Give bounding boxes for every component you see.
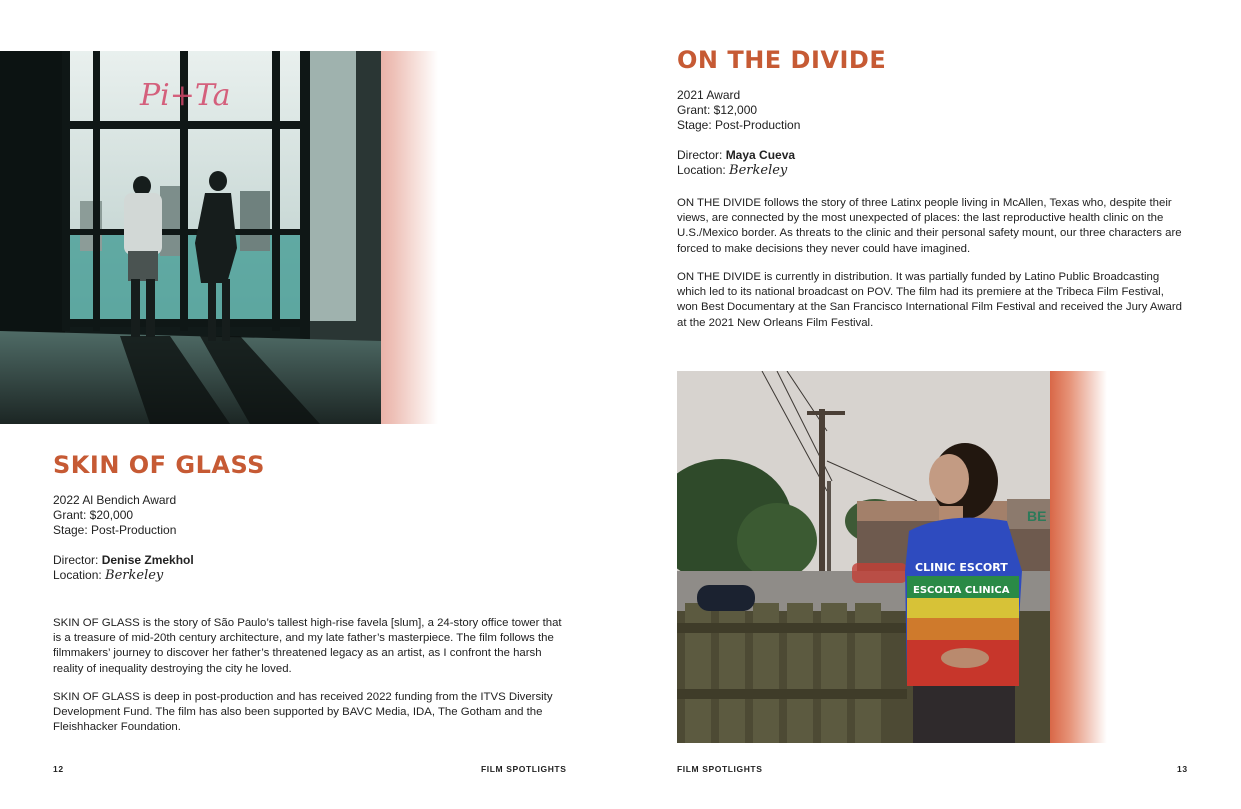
director-name: Maya Cueva <box>725 148 796 162</box>
vest-text-line1: CLINIC ESCORT <box>915 561 1008 574</box>
on-the-divide-photo <box>677 371 1050 743</box>
left-page-metadata <box>53 493 194 583</box>
award-line: 2021 Award <box>677 88 741 102</box>
window-graffiti: Pi+Ta <box>140 78 231 113</box>
director-line <box>677 148 800 163</box>
location-label: Location: <box>53 568 102 582</box>
location-line <box>677 163 800 178</box>
director-name: Denise Zmekhol <box>101 553 194 567</box>
right-page-paragraph-1: ON THE DIVIDE follows the story of three Latinx people living in McAllen, Texas who, despite their views, are connected by the most unexpected of places: the last reproductive health clinic on the U.S./Mexico border. As threats to the clinic and their personal safety mount, our three characters are forced to make decisions they never could have imagined. <box>677 197 1182 255</box>
page-number-right: 13 <box>1177 764 1188 774</box>
stage-line: Stage: Post-Production <box>53 523 177 537</box>
grant-line: Grant: $20,000 <box>53 508 134 522</box>
stage-line: Stage: Post-Production <box>677 118 801 132</box>
right-page-title: ON THE DIVIDE <box>677 46 887 74</box>
footer-label-right: FILM SPOTLIGHTS <box>677 764 763 774</box>
skin-of-glass-photo <box>0 51 381 424</box>
left-page-title: SKIN OF GLASS <box>53 451 265 479</box>
page-number-left: 12 <box>53 764 64 774</box>
right-page-paragraph-2: ON THE DIVIDE is currently in distribution. It was partially funded by Latino Public Broadcasting which led to its national broadcast on POV. The film had its premiere at the Tribeca Film Festival, won Best Documentary at the San Francisco International Film Festival and received the Jury Award at the 2021 New Orleans Film Festival. <box>677 271 1183 329</box>
building-sign: BE <box>1027 508 1047 524</box>
right-photo-accent-fade <box>1049 371 1107 743</box>
location-label: Location: <box>677 163 726 177</box>
location-signature: Berkeley <box>729 163 788 178</box>
right-page-metadata <box>677 88 800 178</box>
director-label: Director: <box>677 148 723 162</box>
grant-line: Grant: $12,000 <box>677 103 758 117</box>
award-line: 2022 Al Bendich Award <box>53 493 177 507</box>
director-line <box>53 553 194 568</box>
left-page-paragraph-1: SKIN OF GLASS is the story of São Paulo’s tallest high-rise favela [slum], a 24-story office tower that is a treasure of mid-20th century architecture, and my late father’s masterpiece. The film follows the filmmakers’ journey to discover her father’s threatened legacy as an artist, as I confront the harsh reality of inequality destroying the city he loved. <box>53 617 562 675</box>
director-label: Director: <box>53 553 99 567</box>
location-signature: Berkeley <box>105 568 164 583</box>
left-page-paragraph-2: SKIN OF GLASS is deep in post-production and has received 2022 funding from the ITVS Diversity Development Fund. The film has also been supported by BAVC Media, IDA, The Gotham and the Fleishhacker Foundation. <box>53 691 553 734</box>
vest-text-line2: ESCOLTA CLINICA <box>913 585 1010 596</box>
location-line <box>53 568 194 583</box>
footer-label-left: FILM SPOTLIGHTS <box>481 764 567 774</box>
